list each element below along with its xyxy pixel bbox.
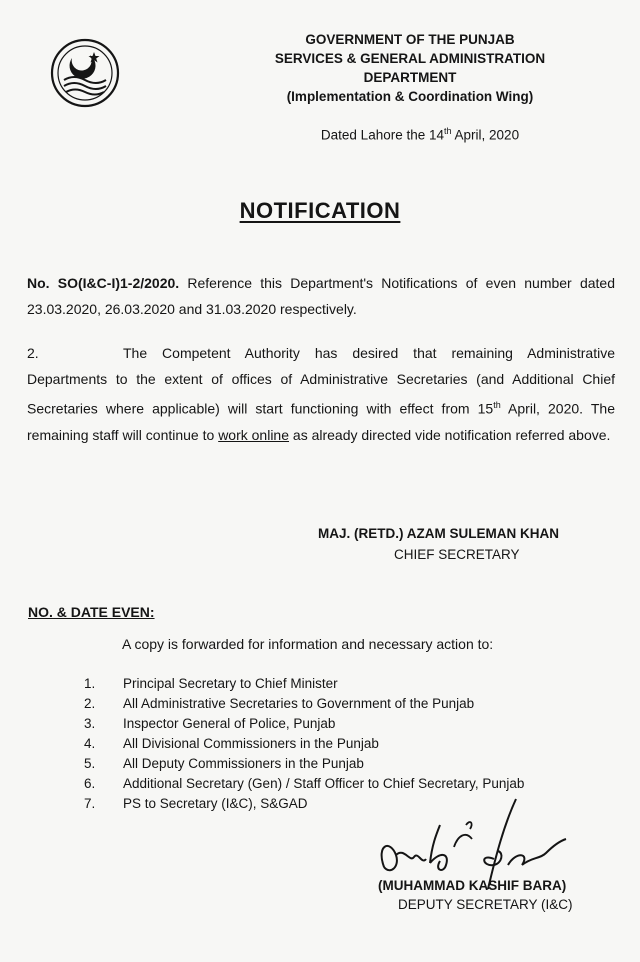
signatory-2-name: (MUHAMMAD KASHIF BARA) [378,878,567,893]
list-item-number: 7. [84,796,96,811]
list-item-text: PS to Secretary (I&C), S&GAD [123,796,308,811]
punjab-government-emblem-icon [50,38,120,108]
signatory-1-name: MAJ. (RETD.) AZAM SULEMAN KHAN [318,526,559,541]
list-item-text: All Deputy Commissioners in the Punjab [123,756,364,771]
date-line [290,126,550,143]
paragraph-1 [27,270,615,322]
paragraph-2-underlined: work online [218,426,290,443]
list-item-number: 3. [84,716,96,731]
copy-forwarded-text: A copy is forwarded for information and necessary action to: [122,636,494,652]
list-item-text: Principal Secretary to Chief Minister [123,676,338,691]
signatory-chief-secretary [318,526,608,562]
paragraph-1-text: Reference this Department's Notifications of even number dated 23.03.2020, 26.03.2020 and 31.03.2020 respectively. [27,275,615,317]
list-item-text: Additional Secretary (Gen) / Staff Officer to Chief Secretary, Punjab [123,776,525,791]
paragraph-2-text-c: as already directed vide notification referred above. [289,426,611,443]
date-rest: April, 2020 [451,127,520,143]
list-item-number: 6. [84,776,96,791]
list-item-number: 1. [84,676,96,691]
list-item [84,774,624,794]
recipients-list [84,674,624,814]
letterhead-government: GOVERNMENT OF THE PUNJAB [305,32,515,47]
notification-number: No. SO(I&C-I)1-2/2020. [27,275,180,291]
list-item [84,734,624,754]
list-item [84,714,624,734]
paragraph-2 [27,340,615,448]
paragraph-2-text-a: The Competent Authority has desired that remaining Administrative Departments to the extent of offices of Administrative Secretaries (and Additional Chief Secretaries where applicable) will start functioning with effect from 15 [27,345,615,417]
list-item-text: All Divisional Commissioners in the Punjab [123,736,379,751]
letterhead-department: DEPARTMENT [363,70,457,85]
paragraph-2-number: 2. [27,345,39,361]
list-item-number: 5. [84,756,96,771]
document-title-text: NOTIFICATION [239,198,401,223]
list-item-text: Inspector General of Police, Punjab [123,716,336,731]
list-item [84,674,624,694]
list-item-number: 4. [84,736,96,751]
signatory-deputy-secretary [378,878,618,912]
letterhead-department-name: SERVICES & GENERAL ADMINISTRATION [274,51,546,66]
signatory-1-post: CHIEF SECRETARY [394,547,520,562]
letterhead-wing: (Implementation & Coordination Wing) [286,89,534,104]
paragraph-2-sup: th [493,400,501,410]
list-item-text: All Administrative Secretaries to Government of the Punjab [123,696,475,711]
signatory-2-post: DEPUTY SECRETARY (I&C) [398,897,573,912]
list-item [84,754,624,774]
list-item-number: 2. [84,696,96,711]
letterhead [215,30,605,106]
document-title [0,198,640,224]
no-date-even-heading: NO. & DATE EVEN: [28,604,155,620]
paragraph-2-text-b: April, 2020. The remaining staff will continue to [27,400,616,443]
date-prefix: Dated Lahore the 14 [320,127,445,143]
list-item [84,694,624,714]
date-suffix: th [444,126,452,136]
